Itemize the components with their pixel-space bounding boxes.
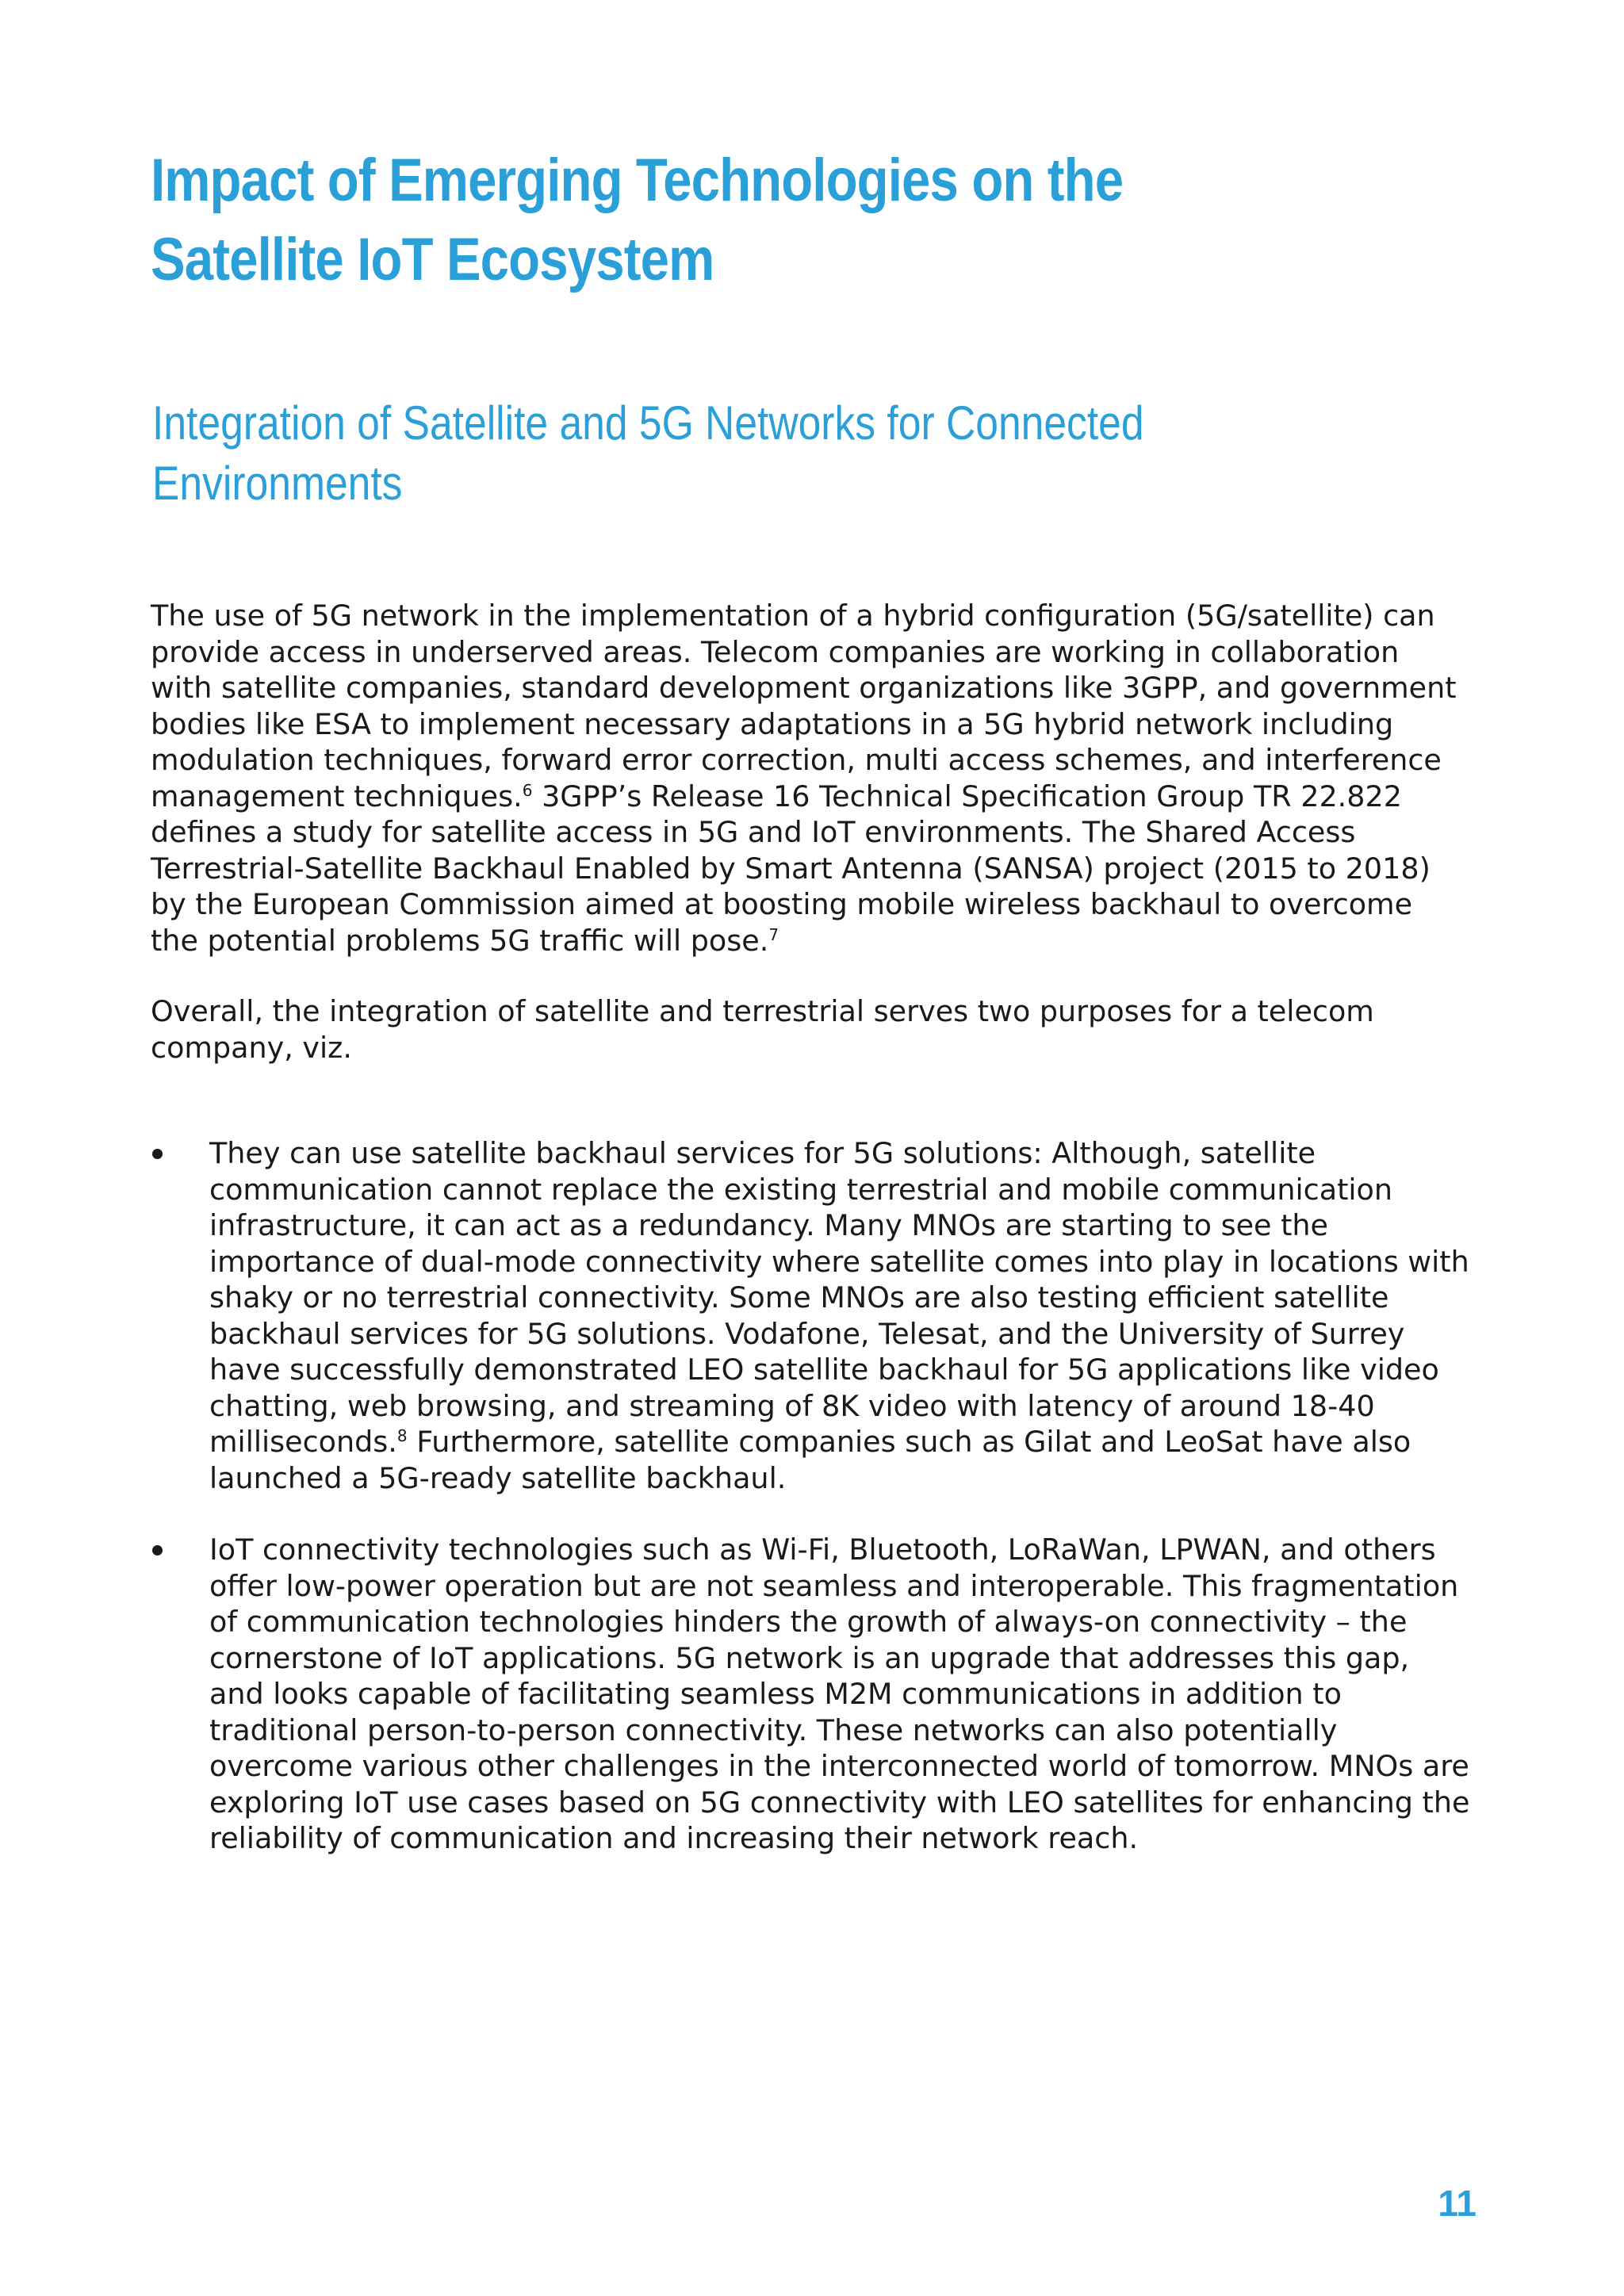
list-item: [151, 1135, 1499, 1496]
list-item-text-part-1: IoT connectivity technologies such as Wi-Fi, Bluetooth, LoRaWan, LPWAN, and others offer low-power operation but are not seamless and interoperable. This fragmentation of communication technologies hinders the growth of always-on connectivity – the cornerstone of IoT applications. 5G network is an upgrade that addresses this gap, and looks capable of facilitating seamless M2M communications in addition to traditional person-to-person connectivity. These networks can also potentially overcome various other challenges in the interconnected world of tomorrow. MNOs are exploring IoT use cases based on 5G connectivity with LEO satellites for enhancing the reliability of communication and increasing their network reach.: [209, 1533, 1470, 1855]
footnote-ref-6: 6: [522, 780, 533, 800]
bullet-dot-icon: [152, 1545, 163, 1556]
footnote-ref-7: 7: [768, 924, 779, 944]
section-heading: [152, 393, 1312, 514]
section-heading-line-1: Integration of Satellite and 5G Networks for Connected: [152, 396, 1144, 450]
list-item-text-part-2: Furthermore, satellite companies such as Gilat and LeoSat have also launched a 5G-ready satellite backhaul.: [209, 1425, 1411, 1495]
section-heading-line-2: Environments: [152, 457, 403, 510]
footnote-ref-8: 8: [396, 1425, 408, 1445]
intro-paragraph: [151, 598, 1467, 959]
title-line-1: Impact of Emerging Technologies on the: [151, 147, 1124, 214]
page-number: 11: [1438, 2183, 1477, 2224]
bullet-list: [151, 1135, 1499, 1892]
list-item-text: [209, 1135, 1470, 1496]
intro-paragraph-text-1: The use of 5G network in the implementation of a hybrid configuration (5G/satellite) can provide access in underserved areas. Telecom companies are working in collaboration with satellite companies, standard development organizations like 3GPP, and government bodies like ESA to implement necessary adaptations in a 5G hybrid network including modulation techniques, forward error correction, multi access schemes, and interference management techniques.: [151, 599, 1457, 813]
page-title: [151, 141, 1310, 300]
title-line-2: Satellite IoT Ecosystem: [151, 226, 714, 293]
purposes-paragraph: Overall, the integration of satellite and terrestrial serves two purposes for a telecom company, viz.: [151, 994, 1374, 1065]
list-item: [151, 1532, 1499, 1857]
intro-paragraph-text-2: 3GPP’s Release 16 Technical Specification Group TR 22.822 defines a study for satellite access in 5G and IoT environments. The Shared Access Terrestrial-Satellite Backhaul Enabled by Smart Antenna (SANSA) project (2015 to 2018) by the European Commission aimed at boosting mobile wireless backhaul to overcome the potential problems 5G traffic will pose.: [151, 779, 1431, 958]
bullet-dot-icon: [152, 1149, 163, 1159]
list-item-text: [209, 1532, 1470, 1857]
list-item-text-part-1: They can use satellite backhaul services for 5G solutions: Although, satellite communication cannot replace the existing terrestrial and mobile communication infrastructure, it can act as a redundancy. Many MNOs are starting to see the importance of dual-mode connectivity where satellite comes into play in locations with shaky or no terrestrial connectivity. Some MNOs are also testing efficient satellite backhaul services for 5G solutions. Vodafone, Telesat, and the University of Surrey have successfully demonstrated LEO satellite backhaul for 5G applications like video chatting, web browsing, and streaming of 8K video with latency of around 18-40 milliseconds.: [209, 1136, 1469, 1459]
